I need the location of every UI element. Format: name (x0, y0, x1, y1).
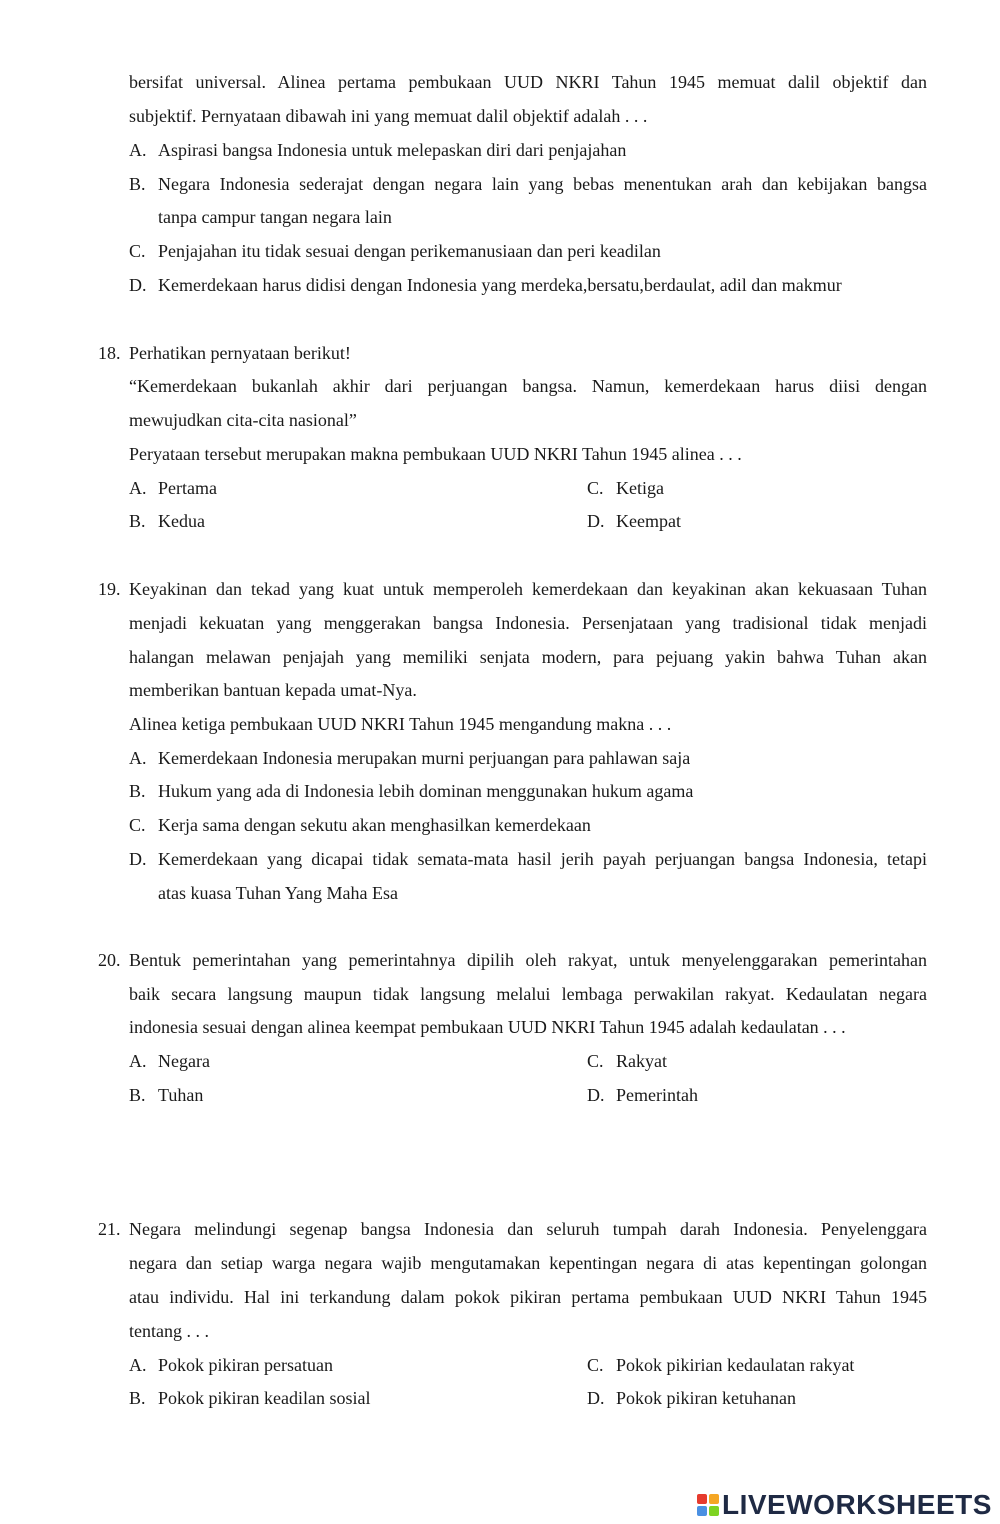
option-letter: D. (587, 511, 605, 531)
question-number: 21. (98, 1219, 121, 1239)
option-text: Penjajahan itu tidak sesuai dengan perikemanusiaan dan peri keadilan (158, 241, 661, 261)
option-text: Kemerdekaan Indonesia merupakan murni perjuangan para pahlawan saja (158, 748, 691, 768)
option-letter: C. (587, 1051, 604, 1071)
question-stem-line: tentang . . . (129, 1321, 209, 1341)
option-text-continued: tanpa campur tangan negara lain (158, 207, 392, 227)
option-text-continued: atas kuasa Tuhan Yang Maha Esa (158, 883, 398, 903)
option-letter: C. (587, 1355, 604, 1375)
option-letter: D. (129, 849, 147, 869)
question-stem-line: Peryataan tersebut merupakan makna pembukaan UUD NKRI Tahun 1945 alinea . . . (129, 444, 742, 464)
option-text: Kerja sama dengan sekutu akan menghasilkan kemerdekaan (158, 815, 591, 835)
option-letter: B. (129, 174, 146, 194)
question-number: 19. (98, 579, 121, 599)
option-letter: B. (129, 1388, 146, 1408)
question-number: 20. (98, 950, 121, 970)
option-text: Kemerdekaan harus didisi dengan Indonesia yang merdeka,bersatu,berdaulat, adil dan makmur (158, 275, 842, 295)
question-stem-line: mewujudkan cita-cita nasional” (129, 410, 357, 430)
option-letter: B. (129, 781, 146, 801)
question-17-stem-line-2: subjektif. Pernyataan dibawah ini yang memuat dalil objektif adalah . . . (129, 106, 648, 126)
option-letter: B. (129, 1085, 146, 1105)
question-stem-line: Alinea ketiga pembukaan UUD NKRI Tahun 1945 mengandung makna . . . (129, 714, 672, 734)
option-letter: D. (587, 1388, 605, 1408)
question-stem-line: indonesia sesuai dengan alinea keempat pembukaan UUD NKRI Tahun 1945 adalah kedaulatan . . . (129, 1017, 846, 1037)
logo-square-3 (697, 1506, 707, 1516)
question-number: 18. (98, 343, 121, 363)
question-stem-line: “Kemerdekaan bukanlah akhir dari perjuangan bangsa. Namun, kemerdekaan harus diisi dengan (129, 376, 927, 396)
question-stem-line: Perhatikan pernyataan berikut! (129, 343, 351, 363)
option-text: Pokok pikiran ketuhanan (616, 1388, 796, 1408)
option-letter: A. (129, 1355, 147, 1375)
option-text: Pokok pikiran persatuan (158, 1355, 333, 1375)
option-text: Ketiga (616, 478, 664, 498)
question-stem-line: Bentuk pemerintahan yang pemerintahnya dipilih oleh rakyat, untuk menyelenggarakan pemerintahan (129, 950, 927, 970)
question-17-stem-line-1: bersifat universal. Alinea pertama pembukaan UUD NKRI Tahun 1945 memuat dalil objektif dan (129, 72, 927, 92)
option-text: Tuhan (158, 1085, 204, 1105)
option-text: Negara (158, 1051, 210, 1071)
option-letter: C. (129, 815, 146, 835)
liveworksheets-logo-text: LIVEWORKSHEETS (722, 1489, 992, 1520)
option-text: Pokok pikiran keadilan sosial (158, 1388, 371, 1408)
question-stem-line: Negara melindungi segenap bangsa Indonesia dan seluruh tumpah darah Indonesia. Penyelenggara (129, 1219, 927, 1239)
option-letter: D. (129, 275, 147, 295)
question-stem-line: Keyakinan dan tekad yang kuat untuk memperoleh kemerdekaan dan keyakinan akan kekuasaan Tuhan (129, 579, 927, 599)
option-text: Rakyat (616, 1051, 667, 1071)
liveworksheets-logo (697, 1488, 992, 1522)
question-stem-line: halangan melawan penjajah yang memiliki senjata modern, para pejuang yakin bahwa Tuhan akan (129, 647, 927, 667)
question-stem-line: negara dan setiap warga negara wajib mengutamakan kepentingan negara di atas kepentingan golongan (129, 1253, 927, 1273)
logo-square-4 (709, 1506, 719, 1516)
option-letter: C. (129, 241, 146, 261)
logo-square-1 (697, 1494, 707, 1504)
option-letter: A. (129, 478, 147, 498)
option-letter: D. (587, 1085, 605, 1105)
option-text: Pokok pikirian kedaulatan rakyat (616, 1355, 855, 1375)
logo-square-2 (709, 1494, 719, 1504)
option-text: Aspirasi bangsa Indonesia untuk melepaskan diri dari penjajahan (158, 140, 627, 160)
option-letter: B. (129, 511, 146, 531)
option-letter: C. (587, 478, 604, 498)
question-stem-line: baik secara langsung maupun tidak langsung melalui lembaga perwakilan rakyat. Kedaulatan negara (129, 984, 927, 1004)
option-letter: A. (129, 748, 147, 768)
option-text: Kedua (158, 511, 205, 531)
question-stem-line: menjadi kekuatan yang menggerakan bangsa Indonesia. Persenjataan yang tradisional tidak menjadi (129, 613, 927, 633)
option-text: Hukum yang ada di Indonesia lebih dominan menggunakan hukum agama (158, 781, 694, 801)
option-text: Pemerintah (616, 1085, 698, 1105)
option-letter: A. (129, 140, 147, 160)
option-text: Negara Indonesia sederajat dengan negara lain yang bebas menentukan arah dan kebijakan bangsa (158, 174, 927, 194)
question-stem-line: atau individu. Hal ini terkandung dalam pokok pikiran pertama pembukaan UUD NKRI Tahun 1945 (129, 1287, 927, 1307)
question-stem-line: memberikan bantuan kepada umat-Nya. (129, 680, 417, 700)
option-text: Keempat (616, 511, 681, 531)
liveworksheets-logo-icon (697, 1494, 719, 1516)
option-text: Kemerdekaan yang dicapai tidak semata-mata hasil jerih payah perjuangan bangsa Indonesia, tetapi (158, 849, 927, 869)
option-letter: A. (129, 1051, 147, 1071)
option-text: Pertama (158, 478, 217, 498)
